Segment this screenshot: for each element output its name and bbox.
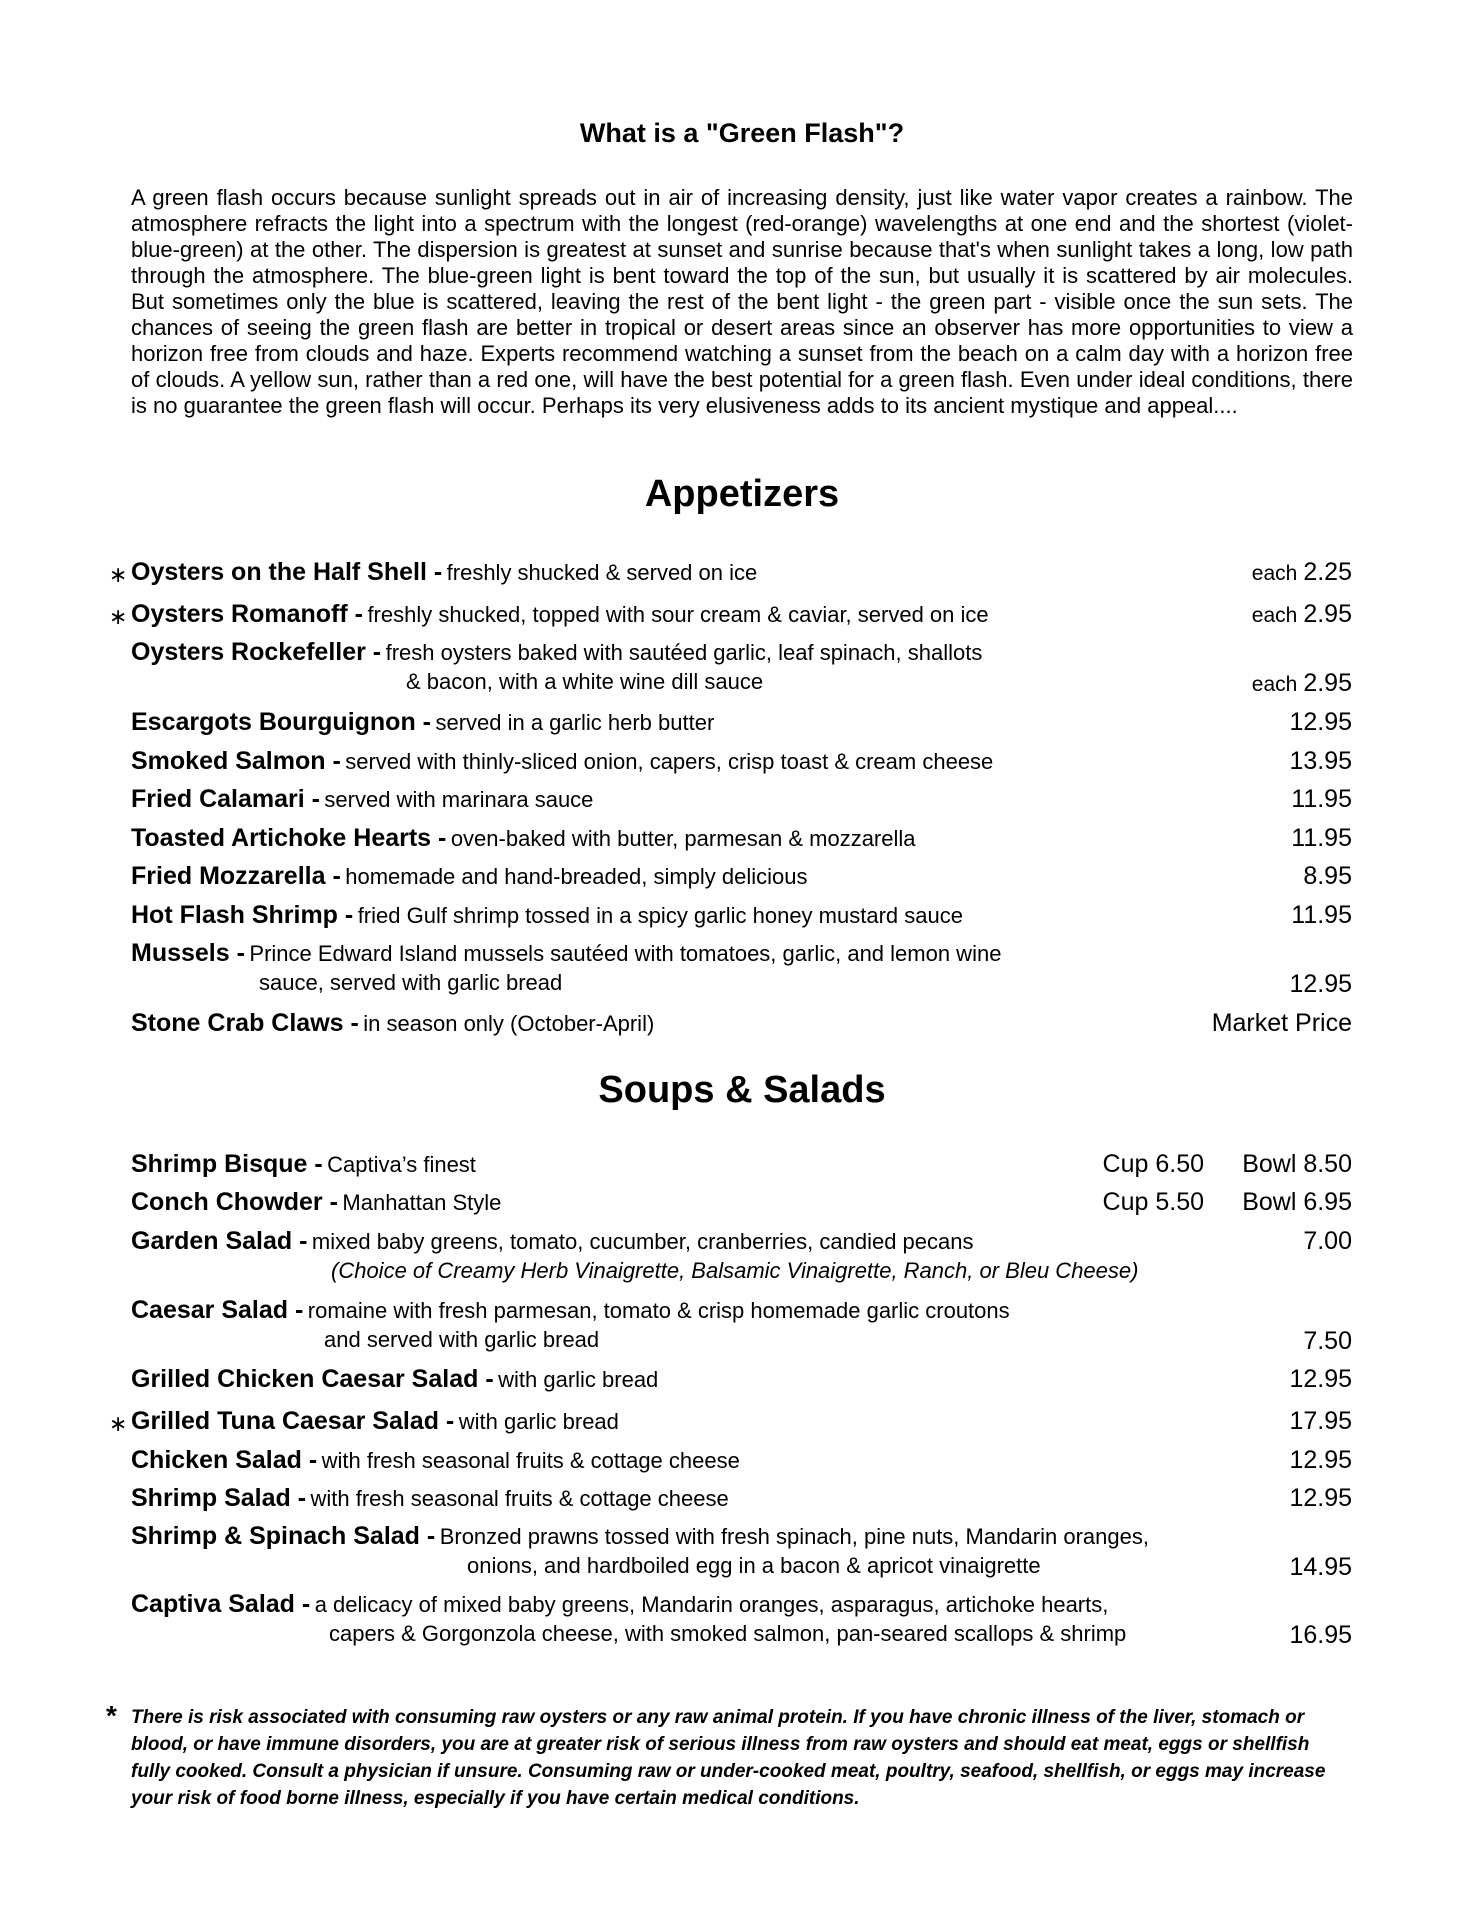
menu-item bbox=[131, 824, 1352, 860]
menu-item bbox=[131, 1227, 1352, 1295]
menu-item bbox=[131, 747, 1352, 783]
item-desc-2: & bacon, with a white wine dill sauce bbox=[406, 669, 764, 694]
menu-item bbox=[109, 558, 1352, 594]
item-desc: with fresh seasonal fruits & cottage cheese bbox=[310, 1486, 729, 1511]
item-price: 11.95 bbox=[1291, 901, 1352, 929]
menu-item bbox=[131, 862, 1352, 898]
item-name: Shrimp Salad - bbox=[131, 1484, 307, 1512]
menu-item bbox=[131, 1188, 1352, 1224]
item-price: 11.95 bbox=[1291, 785, 1352, 813]
item-desc: Prince Edward Island mussels sautéed with tomatoes, garlic, and lemon wine bbox=[249, 941, 1002, 966]
item-desc: served in a garlic herb butter bbox=[435, 710, 715, 735]
menu-item bbox=[131, 638, 1352, 706]
item-name: Fried Mozzarella - bbox=[131, 862, 341, 890]
item-each: each bbox=[1251, 562, 1298, 585]
item-desc: freshly shucked, topped with sour cream & caviar, served on ice bbox=[367, 602, 989, 627]
bowl-price: Bowl 8.50 bbox=[1242, 1150, 1352, 1178]
item-price: Market Price bbox=[1211, 1009, 1352, 1037]
menu-item bbox=[131, 785, 1352, 821]
raw-food-disclaimer: There is risk associated with consuming raw oysters or any raw animal protein. If you have chronic illness of the liver, stomach or blood, or have immune disorders, you are at greater risk of serious illness from raw oysters and should eat meat, eggs or shellfish fully cooked. Consult a physician if unsure. Consuming raw or under-cooked meat, poultry, seafood, shellfish, or eggs may increase your risk of food borne illness, especially if you have certain medical conditions. bbox=[131, 1707, 1326, 1809]
item-price: 16.95 bbox=[1289, 1621, 1352, 1649]
item-desc: fried Gulf shrimp tossed in a spicy garlic honey mustard sauce bbox=[357, 903, 963, 928]
item-name: Captiva Salad - bbox=[131, 1590, 311, 1618]
item-desc: served with thinly-sliced onion, capers, crisp toast & cream cheese bbox=[345, 749, 994, 774]
item-desc-2: capers & Gorgonzola cheese, with smoked salmon, pan-seared scallops & shrimp bbox=[329, 1621, 1127, 1646]
item-desc-2: sauce, served with garlic bread bbox=[259, 970, 563, 995]
raw-warning-star: ∗ bbox=[109, 604, 128, 629]
item-desc: in season only (October-April) bbox=[363, 1011, 655, 1036]
item-name: Shrimp Bisque - bbox=[131, 1150, 323, 1178]
item-name: Oysters on the Half Shell - bbox=[131, 558, 443, 586]
raw-warning-star: ∗ bbox=[109, 1411, 128, 1436]
menu-item bbox=[109, 1407, 1352, 1443]
item-each: each bbox=[1251, 673, 1298, 696]
item-desc: fresh oysters baked with sautéed garlic, leaf spinach, shallots bbox=[385, 640, 983, 665]
menu-item bbox=[131, 939, 1352, 1007]
menu-item bbox=[131, 1009, 1352, 1045]
item-name: Fried Calamari - bbox=[131, 785, 320, 813]
item-desc-2: and served with garlic bread bbox=[324, 1327, 600, 1352]
item-desc: mixed baby greens, tomato, cucumber, cranberries, candied pecans bbox=[311, 1229, 974, 1254]
item-price: 8.95 bbox=[1303, 862, 1352, 890]
item-desc-2: onions, and hardboiled egg in a bacon & apricot vinaigrette bbox=[467, 1553, 1041, 1578]
item-price: 7.00 bbox=[1303, 1227, 1352, 1255]
item-price: 11.95 bbox=[1291, 824, 1352, 852]
item-desc: oven-baked with butter, parmesan & mozzarella bbox=[450, 826, 916, 851]
item-price: 7.50 bbox=[1303, 1327, 1352, 1355]
item-desc: Manhattan Style bbox=[342, 1190, 502, 1215]
item-price: 2.95 bbox=[1303, 600, 1352, 628]
item-name: Chicken Salad - bbox=[131, 1446, 318, 1474]
item-desc: with fresh seasonal fruits & cottage cheese bbox=[321, 1448, 740, 1473]
menu-item bbox=[131, 1365, 1352, 1401]
item-desc: Captiva’s finest bbox=[327, 1152, 476, 1177]
item-price: 2.95 bbox=[1303, 669, 1352, 697]
item-name: Shrimp & Spinach Salad - bbox=[131, 1522, 436, 1550]
item-price: 12.95 bbox=[1289, 970, 1352, 998]
item-price: 14.95 bbox=[1289, 1553, 1352, 1581]
menu-item bbox=[131, 1150, 1352, 1186]
menu-item bbox=[131, 1446, 1352, 1482]
item-name: Conch Chowder - bbox=[131, 1188, 338, 1216]
menu-item bbox=[131, 1590, 1352, 1658]
item-price: 12.95 bbox=[1289, 1484, 1352, 1512]
green-flash-text: A green flash occurs because sunlight spreads out in air of increasing density, just like water vapor creates a rainbow. The atmosphere refracts the light into a spectrum with the longest (red-orange) wavelengths at one end and the shortest (violet-blue-green) at the other. The dispersion is greatest at sunset and sunrise because that's when sunlight takes a long, low path through the atmosphere. The blue-green light is bent toward the top of the sun, but usually it is scattered by air molecules. But sometimes only the blue is scattered, leaving the rest of the bent light - the green part - visible once the sun sets. The chances of seeing the green flash are better in tropical or desert areas since an observer has more opportunities to view a horizon free from clouds and haze. Experts recommend watching a sunset from the beach on a calm day with a horizon free of clouds. A yellow sun, rather than a red one, will have the best potential for a green flash. Even under ideal conditions, there is no guarantee the green flash will occur. Perhaps its very elusiveness adds to its ancient mystique and appeal.... bbox=[131, 185, 1353, 418]
item-name: Mussels - bbox=[131, 939, 245, 967]
item-desc: with garlic bread bbox=[458, 1409, 619, 1434]
dressing-choices: (Choice of Creamy Herb Vinaigrette, Balsamic Vinaigrette, Ranch, or Bleu Cheese) bbox=[331, 1258, 1139, 1283]
item-name: Grilled Tuna Caesar Salad - bbox=[131, 1407, 455, 1435]
item-name: Caesar Salad - bbox=[131, 1296, 304, 1324]
cup-price: Cup 5.50 bbox=[1102, 1188, 1204, 1216]
item-each: each bbox=[1251, 604, 1298, 627]
item-desc: with garlic bread bbox=[498, 1367, 659, 1392]
item-desc: homemade and hand-breaded, simply delicious bbox=[345, 864, 808, 889]
item-name: Stone Crab Claws - bbox=[131, 1009, 359, 1037]
item-desc: served with marinara sauce bbox=[324, 787, 594, 812]
raw-warning-star: ∗ bbox=[109, 562, 128, 587]
item-name: Hot Flash Shrimp - bbox=[131, 901, 354, 929]
soups-salads-title: Soups & Salads bbox=[598, 1069, 886, 1111]
item-desc: Bronzed prawns tossed with fresh spinach, pine nuts, Mandarin oranges, bbox=[439, 1524, 1149, 1549]
green-flash-title: What is a "Green Flash"? bbox=[579, 118, 905, 148]
item-desc: freshly shucked & served on ice bbox=[446, 560, 758, 585]
bowl-price: Bowl 6.95 bbox=[1242, 1188, 1352, 1216]
menu-item bbox=[131, 708, 1352, 744]
item-price: 12.95 bbox=[1289, 1446, 1352, 1474]
item-price: 12.95 bbox=[1289, 1365, 1352, 1393]
item-name: Oysters Rockefeller - bbox=[131, 638, 382, 666]
item-name: Oysters Romanoff - bbox=[131, 600, 363, 628]
item-desc: romaine with fresh parmesan, tomato & crisp homemade garlic croutons bbox=[307, 1298, 1010, 1323]
menu-item bbox=[131, 1484, 1352, 1520]
menu-item bbox=[131, 901, 1352, 937]
menu-item bbox=[131, 1522, 1352, 1590]
item-name: Toasted Artichoke Hearts - bbox=[131, 824, 447, 852]
item-name: Smoked Salmon - bbox=[131, 747, 341, 775]
item-price: 17.95 bbox=[1289, 1407, 1352, 1435]
item-price: 12.95 bbox=[1289, 708, 1352, 736]
item-price: 2.25 bbox=[1303, 558, 1352, 586]
menu-item bbox=[131, 1296, 1352, 1364]
cup-price: Cup 6.50 bbox=[1102, 1150, 1204, 1178]
item-name: Escargots Bourguignon - bbox=[131, 708, 431, 736]
item-name: Garden Salad - bbox=[131, 1227, 308, 1255]
item-desc: a delicacy of mixed baby greens, Mandarin oranges, asparagus, artichoke hearts, bbox=[314, 1592, 1109, 1617]
appetizers-title: Appetizers bbox=[644, 473, 840, 515]
item-price: 13.95 bbox=[1289, 747, 1352, 775]
item-name: Grilled Chicken Caesar Salad - bbox=[131, 1365, 494, 1393]
disclaimer-star: * bbox=[106, 1700, 117, 1731]
menu-item bbox=[109, 600, 1352, 636]
